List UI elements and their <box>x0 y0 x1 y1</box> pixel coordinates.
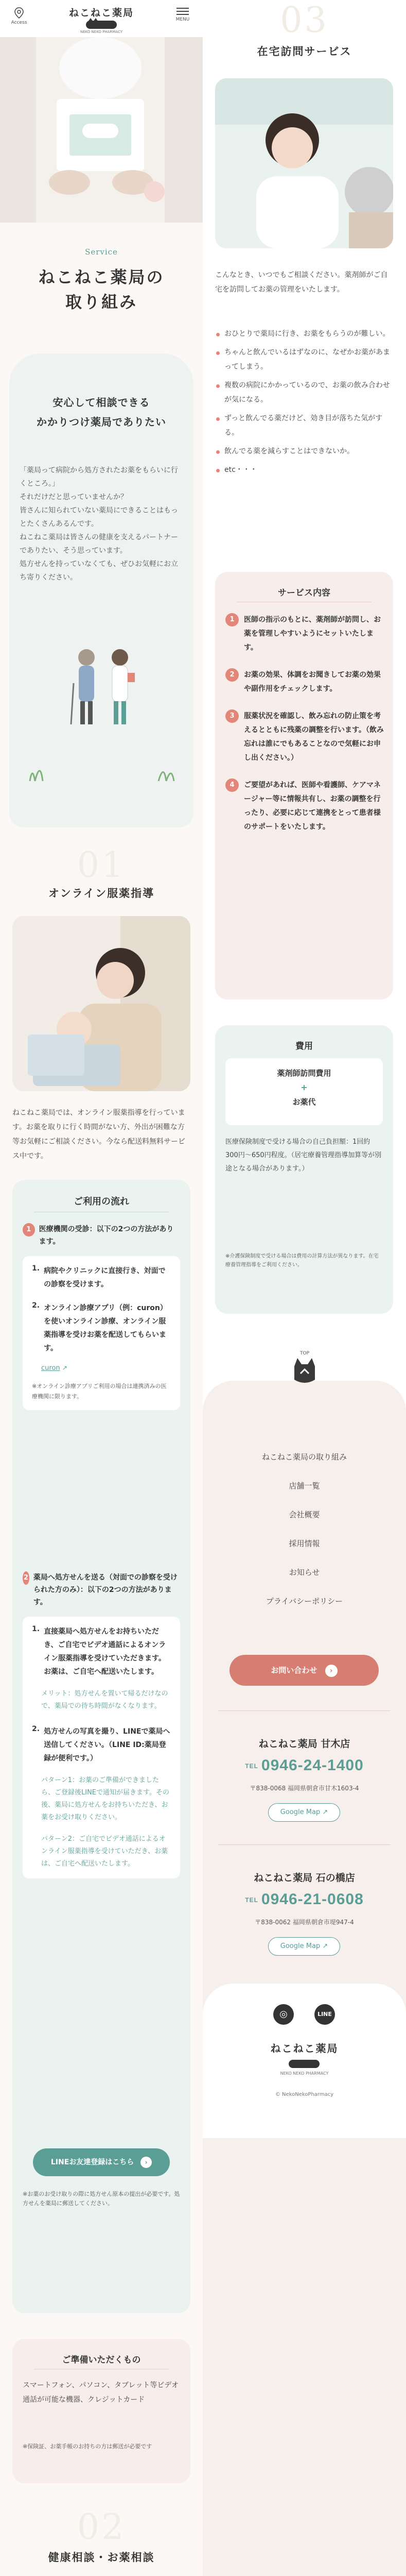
fee-sub2: お薬代 <box>292 1097 316 1107</box>
service-label-en: Service <box>85 247 118 257</box>
footer-bottom <box>203 1984 406 2138</box>
store2-name: ねこねこ薬局 石の橋店 <box>254 1872 355 1884</box>
copyright: © NekoNekoPharmacy <box>275 2092 334 2097</box>
footer-link[interactable]: ねこねこ薬局の取り組み <box>261 1452 347 1462</box>
cat-top-icon <box>290 1356 319 1385</box>
step1-title: 医療機関の受診：以下の2つの方法があります。 <box>39 1225 174 1246</box>
content-text: 服薬状況を確認し、飲み忘れの防止策を考えるとともに残薬の調整を行います。（飲み忘れは誰にでもあることなので気軽にお申し出ください。） <box>244 712 384 762</box>
step2-item2: 処方せんの写真を撮り、LINEで薬局へ送信してください。（LINE ID:薬局登録が便利です。） <box>44 1727 170 1762</box>
store1-address: 〒838-0068 福岡県朝倉市甘木1603-4 <box>250 1785 359 1792</box>
nurse-visit-image <box>215 78 393 248</box>
prepare-card <box>12 2339 190 2483</box>
homevisit-bullet: ちゃんと飲んでいるはずなのに、なぜかお薬があまってしまう。 <box>215 345 393 374</box>
prepare-note: ※保険証、お薬手帳のお持ちの方は郵送が必要です <box>23 2443 152 2450</box>
section-number-01: 01 <box>77 845 126 886</box>
map-button-label: Google Map <box>280 1808 321 1816</box>
content-number-1: 1 <box>225 613 239 626</box>
store2-tel-number[interactable]: 0946-21-0608 <box>261 1891 364 1908</box>
store1-map-button[interactable] <box>268 1803 340 1822</box>
cat-logo-icon <box>86 21 117 29</box>
content-item <box>225 778 385 834</box>
mother-child-image <box>12 916 190 1091</box>
homevisit-bullet: おひとりで薬局に行き、お薬をもらうのが難しい。 <box>215 327 393 341</box>
usage-flow-card <box>12 1180 190 2313</box>
service-title-line2: 取り組み <box>65 292 137 312</box>
cat-logo-icon <box>289 2060 320 2068</box>
pharmacy-paragraph: ねこねこ薬局は皆さんの健康を支えるパートナーでありたい、そう思っています。 <box>20 533 178 555</box>
curon-link[interactable] <box>32 1364 171 1372</box>
step1-item1: 病院やクリニックに直接行き、対面での診察を受けます。 <box>44 1267 166 1289</box>
section-number-02: 02 <box>77 2507 126 2548</box>
pharmacy-intro-card <box>9 353 193 827</box>
flow-step-2 <box>23 1571 180 1878</box>
step-number-1: 1 <box>23 1223 35 1236</box>
fee-formula <box>225 1058 383 1125</box>
contact-button[interactable] <box>230 1655 379 1686</box>
external-link-icon: ↗ <box>322 1942 328 1950</box>
fee-card <box>215 1025 393 1314</box>
service-title-line1: ねこねこ薬局の <box>38 267 165 287</box>
line-note: ※お薬のお受け取りの際に処方せん原本の提出が必要です。処方せんを薬局に郵送してください。 <box>23 2191 180 2207</box>
back-to-top-button[interactable] <box>289 1351 320 1387</box>
prepare-title: ご準備いただくもの <box>62 2355 141 2365</box>
pharmacy-paragraph: 「薬局って病院から処方されたお薬をもらいに行くところ。」 <box>20 466 178 488</box>
menu-button[interactable] <box>170 7 196 22</box>
footer-link[interactable]: 採用情報 <box>289 1539 320 1548</box>
external-link-icon: ↗ <box>62 1364 67 1371</box>
arrow-right-icon: › <box>325 1665 338 1677</box>
fee-description: 医療保険制度で受ける場合の自己負担額：1回約300円〜650円程度。（居宅療養管理指導加算等が別途となる場合があります。） <box>225 1138 382 1173</box>
social-links <box>273 2004 335 2025</box>
content-title: サービス内容 <box>278 588 330 598</box>
pharmacy-heading <box>9 393 193 432</box>
store2-address: 〒838-0062 福岡県朝倉市堤947-4 <box>255 1919 354 1926</box>
pharmacy-heading-line2: かかりつけ薬局でありたい <box>37 416 166 428</box>
site-header <box>0 0 203 37</box>
service-content-card <box>215 572 393 999</box>
footer-brand-name: ねこねこ薬局 <box>270 2042 339 2055</box>
line-button-label: LINEお友達登録はこちら <box>50 2158 134 2166</box>
online-description: ねこねこ薬局では、オンライン服薬指導を行っています。お薬を取りに行く時間がない方、外出が困難な方等お気軽にご相談ください。今なら配送料無料サービス中です。 <box>12 1109 185 1160</box>
content-list <box>225 613 385 834</box>
footer-brand-sub: NEKO NEKO PHARMACY <box>280 2071 329 2076</box>
health-title: 健康相談・お薬相談 <box>48 2551 155 2564</box>
flow-title: ご利用の流れ <box>74 1196 129 1207</box>
homevisit-intro: こんなとき、いつでもご相談ください。薬剤師がご自宅を訪問してお薬の管理をいたします。 <box>215 271 388 294</box>
line-icon[interactable]: LINE <box>314 2004 335 2025</box>
hero-image <box>0 37 203 223</box>
service-title-block <box>0 247 203 314</box>
hamburger-icon <box>176 7 189 15</box>
homevisit-title: 在宅訪問サービス <box>257 45 352 58</box>
store1-tel-number[interactable]: 0946-24-1400 <box>261 1757 364 1774</box>
curon-link-label[interactable]: curon <box>41 1364 60 1372</box>
logo-title: ねこねこ薬局 <box>68 7 134 19</box>
content-item <box>225 709 385 765</box>
footer-nav <box>203 1443 406 1616</box>
store2-tel[interactable] <box>203 1891 406 1908</box>
online-title: オンライン服薬指導 <box>48 887 155 900</box>
site-logo[interactable] <box>67 5 136 34</box>
pharmacy-paragraphs <box>20 464 183 584</box>
content-item <box>225 613 385 655</box>
access-link[interactable] <box>6 7 32 25</box>
step2-options <box>23 1617 180 1878</box>
tel-label: TEL <box>245 1762 258 1770</box>
pattern-1: パターン1：お薬のご準備ができましたら、ご登録後LINEで通知が届きます。その後、薬局に処方せんをお持ちいただき、お薬をお受け取りください。 <box>41 1776 169 1821</box>
site-footer <box>203 1351 406 2576</box>
homevisit-bullet: ずっと飲んでる薬だけど、効き目が落ちた気がする。 <box>215 411 393 440</box>
homevisit-bullet: 複数の病院にかかっているので、お薬の飲み合わせが気になる。 <box>215 378 393 407</box>
tel-label: TEL <box>245 1896 258 1904</box>
contact-button-label: お問い合わせ <box>271 1666 317 1675</box>
footer-link[interactable]: プライバシーポリシー <box>266 1597 343 1606</box>
content-item <box>225 668 385 696</box>
footer-link[interactable]: 店舗一覧 <box>289 1481 320 1490</box>
pharmacy-paragraph: 処方せんを持っていなくても、ぜひお気軽にお立ち寄りください。 <box>20 560 178 582</box>
fee-plus: + <box>301 1082 308 1092</box>
step1-option-1: 1. 病院やクリニックに直接行き、対面での診察を受けます。 <box>32 1264 171 1291</box>
pharmacy-paragraph: それだけだと思っていませんか？ <box>20 493 128 501</box>
prepare-items: スマートフォン、パソコン、タブレット等ビデオ通話が可能な機器、クレジットカード <box>23 2381 179 2404</box>
pharmacy-paragraph: 皆さんに知られていない薬局にできることはもっとたくさんあるんです。 <box>20 506 178 528</box>
content-number-3: 3 <box>225 709 239 723</box>
step1-options <box>23 1256 180 1410</box>
content-text: 医師の指示のもとに、薬剤師が訪問し、お薬を管理しやすいようにセットいたします。 <box>244 616 381 652</box>
pharmacy-heading-line1: 安心して相談できる <box>52 396 150 409</box>
step2-item1: 直接薬局へ処方せんをお持ちいただき、ご自宅でビデオ通話によるオンライン服薬指導を受けていただきます。お薬は、ご自宅へ配送いたします。 <box>44 1628 166 1676</box>
map-pin-icon <box>14 7 24 19</box>
step2-option-2: 2. 処方せんの写真を撮り、LINEで薬局へ送信してください。（LINE ID:薬局登録が便利です。） <box>32 1725 171 1765</box>
step2-option-1: 1. 直接薬局へ処方せんをお持ちいただき、ご自宅でビデオ通話によるオンライン服薬指導を受けていただきます。お薬は、ご自宅へ配送いたします。 <box>32 1625 171 1679</box>
section-number-03: 03 <box>280 0 329 41</box>
map-button-label: Google Map <box>280 1942 321 1950</box>
fee-note: ※介護保険制度で受ける場合は費用の計算方法が異なります。在宅療養管理指導をご利用ください。 <box>225 1253 379 1268</box>
content-text: お薬の効果、体調をお聞きしてお薬の効果や副作用をチェックします。 <box>244 671 381 693</box>
footer-link[interactable]: お知らせ <box>289 1568 320 1577</box>
step1-option-2: 2. オンライン診療アプリ（例：curon）を使いオンライン診療、オンライン服薬指導を受けお薬を配送してもらいます。 <box>32 1301 171 1355</box>
line-friend-button[interactable] <box>33 2148 170 2176</box>
fee-title: 費用 <box>295 1041 313 1052</box>
right-column <box>203 0 406 2576</box>
step2-title: 薬局へ処方せんを送る（対面での診察を受けられた方のみ）：以下の2つの方法があります。 <box>33 1573 178 1606</box>
store1-tel[interactable] <box>203 1757 406 1774</box>
app-note: ※オンライン診療アプリご利用の場合は連携済みの医療機関に限ります。 <box>32 1383 167 1400</box>
logo-subtitle: NEKO NEKO PHARMACY <box>80 30 123 34</box>
homevisit-bullet: 飲んでる薬を減らすことはできないか。 <box>215 444 393 459</box>
content-number-2: 2 <box>225 668 239 682</box>
arrow-right-icon: › <box>140 2157 152 2168</box>
external-link-icon: ↗ <box>322 1808 328 1816</box>
step-number-2: 2 <box>23 1571 29 1585</box>
instagram-icon[interactable]: ◎ <box>273 2004 294 2025</box>
flow-step-1 <box>23 1223 180 1410</box>
pattern-2: パターン2：ご自宅でビデオ通話によるオンライン服薬指導を受けていただき、お薬は、ご自宅へ配送いたします。 <box>41 1835 168 1868</box>
content-text: ご要望があれば、医師や看護師、ケアマネージャー等に情報共有し、お薬の調整を行ったり、必要に応じて連携をとって患者様のサポートをいたします。 <box>244 781 381 831</box>
homevisit-bullet: etc・・・ <box>215 463 393 477</box>
fee-sub1: 薬剤師訪問費用 <box>277 1069 331 1078</box>
menu-label: MENU <box>175 17 190 22</box>
footer-link[interactable]: 会社概要 <box>289 1510 320 1519</box>
store1-name: ねこねこ薬局 甘木店 <box>258 1738 350 1750</box>
store2-map-button[interactable] <box>268 1937 340 1956</box>
step1-item2: オンライン診療アプリ（例：curon）を使いオンライン診療、オンライン服薬指導を受けお薬を配送してもらいます。 <box>44 1304 167 1352</box>
merit-text: メリット：処方せんを置いて帰るだけなので、薬局での待ち時間がなくなります。 <box>41 1690 168 1710</box>
homevisit-bullets <box>215 327 393 481</box>
access-label: Access <box>11 20 27 25</box>
pharmacist-illustration <box>50 637 153 740</box>
divider <box>218 1844 391 1845</box>
top-label: TOP <box>299 1351 309 1356</box>
plant-decoration <box>20 745 183 786</box>
content-number-4: 4 <box>225 778 239 792</box>
divider <box>218 1710 391 1711</box>
